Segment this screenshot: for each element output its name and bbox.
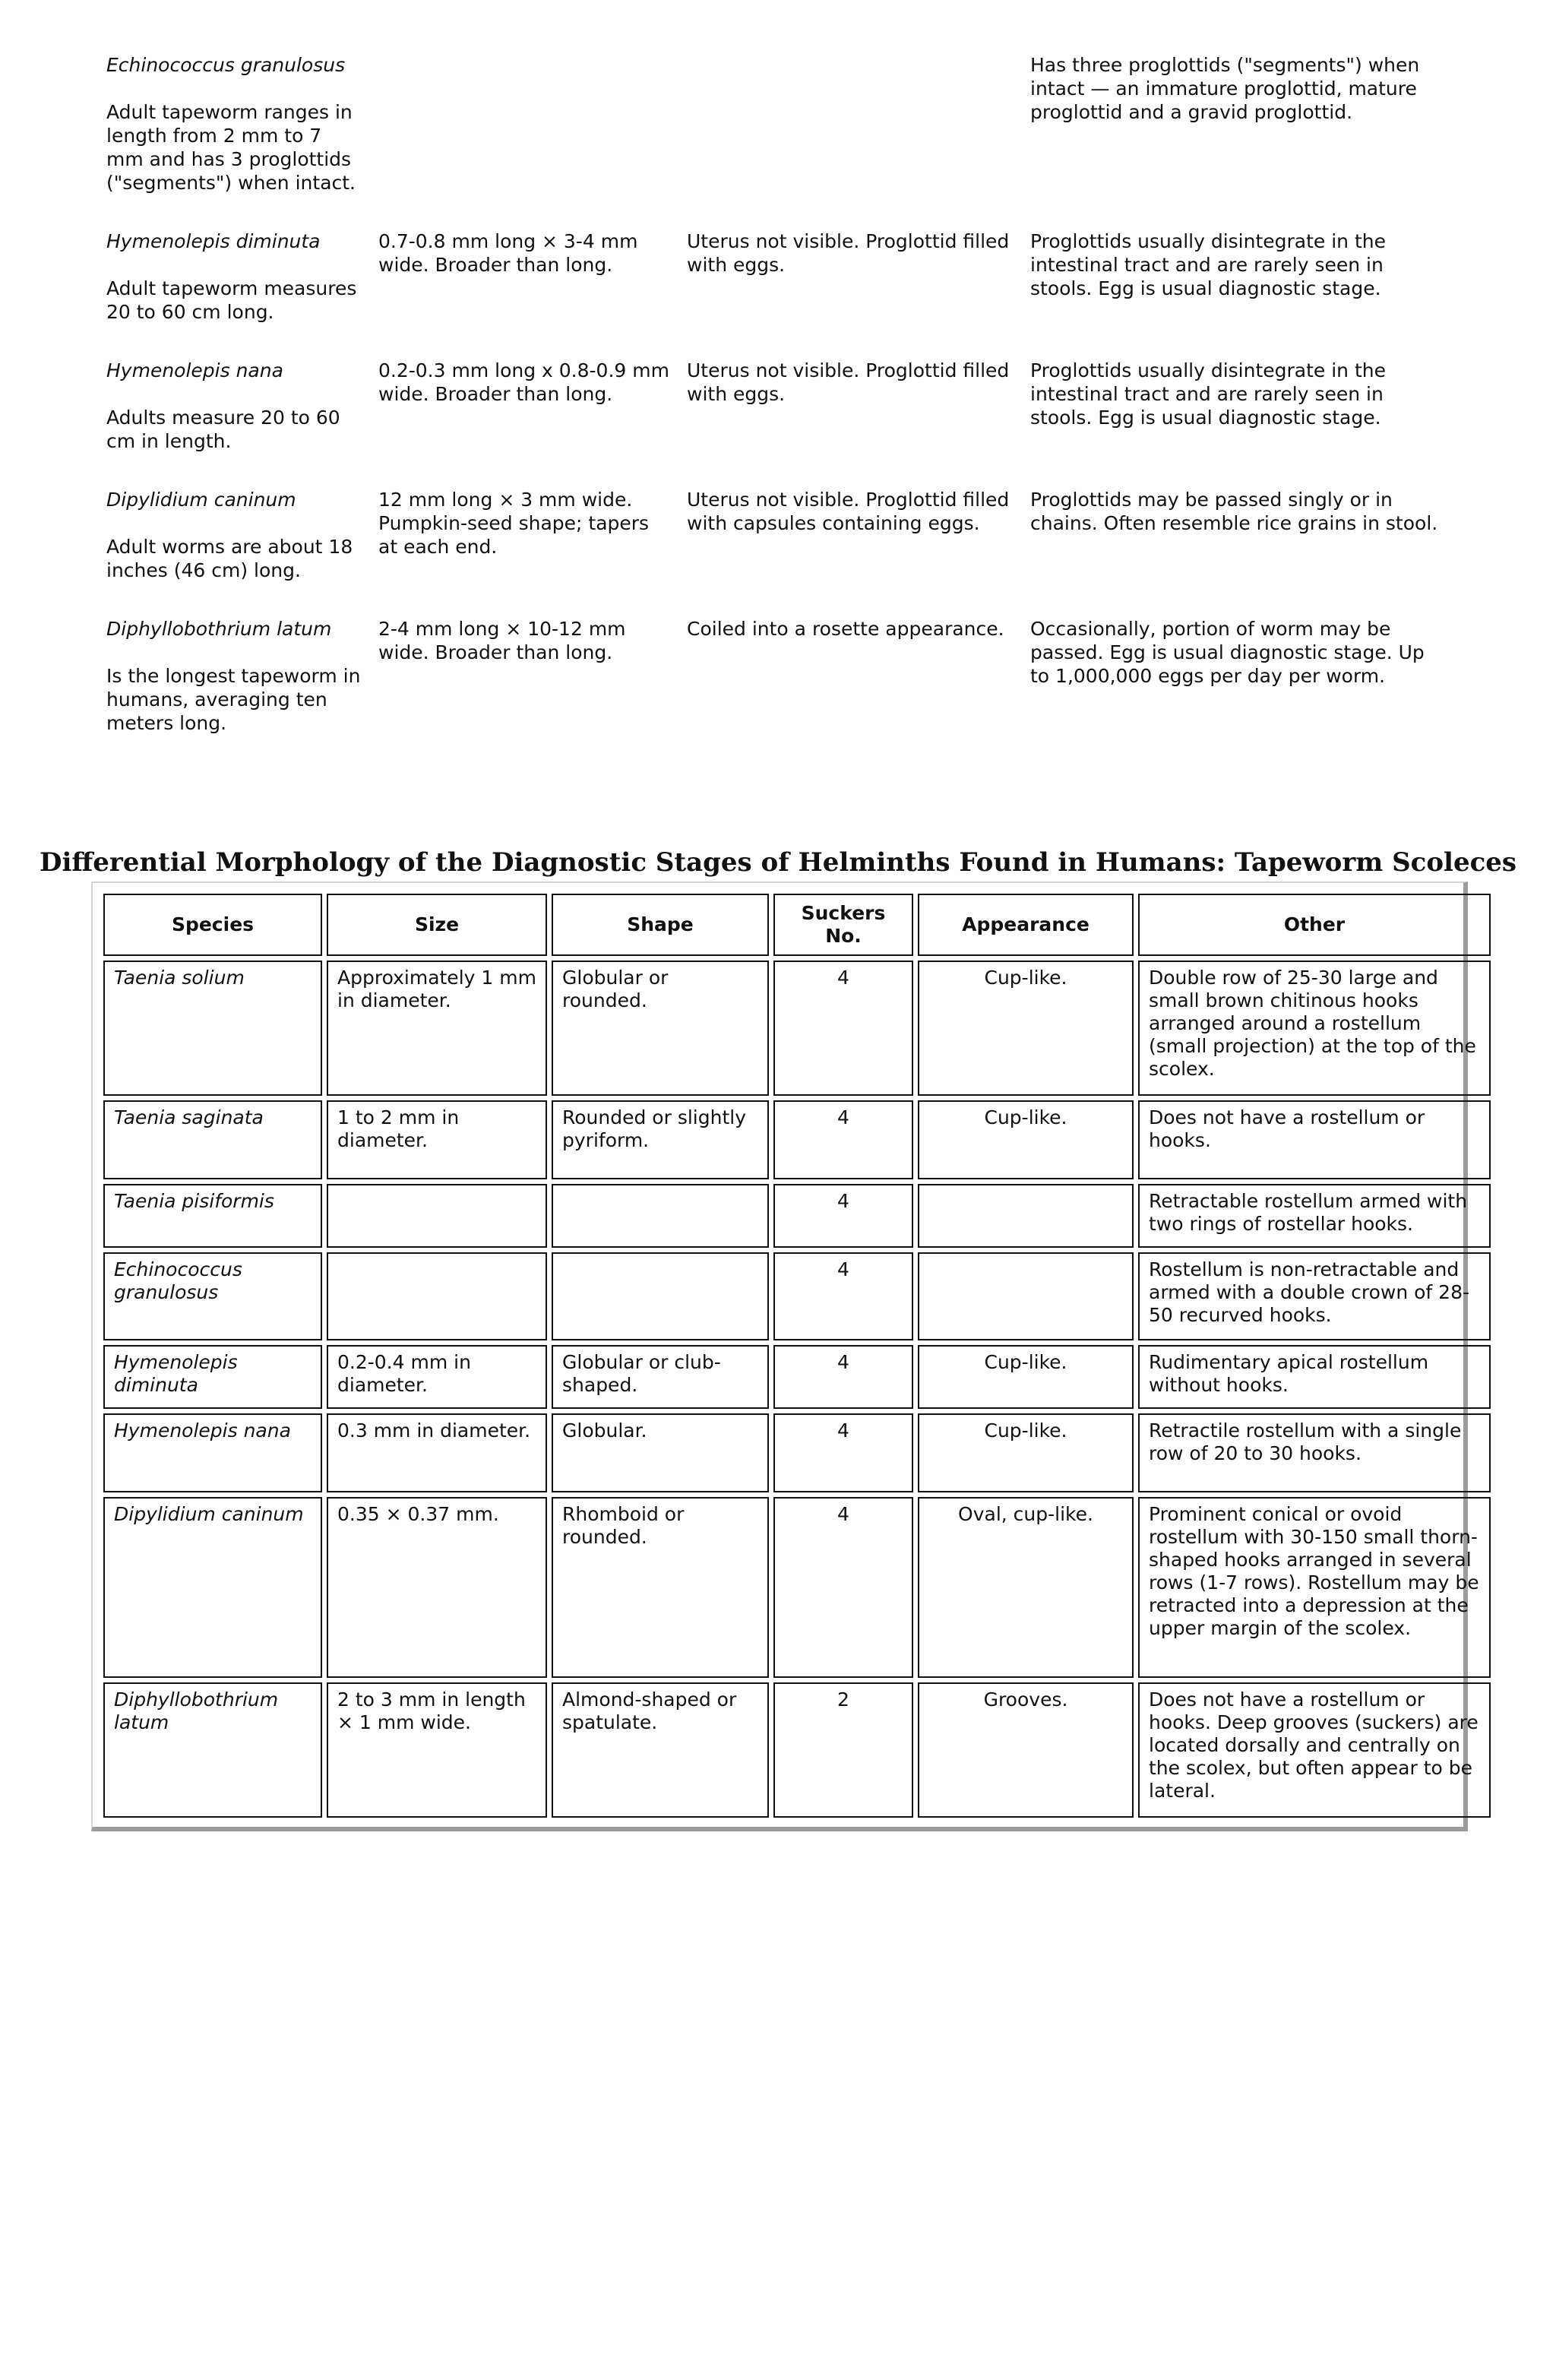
header-size: Size: [327, 894, 547, 956]
appearance-cell: Cup-like.: [918, 1345, 1134, 1409]
uterus-cell: Uterus not visible. Proglottid filled with eggs.: [687, 230, 1010, 276]
shape-cell: Rhomboid or rounded.: [552, 1497, 769, 1678]
size-cell: 0.35 × 0.37 mm.: [327, 1497, 547, 1678]
table-row: [99, 488, 1448, 617]
size-cell: 2 to 3 mm in length × 1 mm wide.: [327, 1682, 547, 1818]
species-cell: Hymenolepis nana Adults measure 20 to 60 cm in length.: [106, 359, 340, 452]
size-cell: 0.2-0.4 mm in diameter.: [327, 1345, 547, 1409]
uterus-cell: Uterus not visible. Proglottid filled with eggs.: [687, 359, 1010, 405]
table-row: [103, 1184, 1491, 1248]
species-cell: Echinococcus granulosus Adult tapeworm ranges in length from 2 mm to 7 mm and has 3 proglottids ("segments") when intact.: [106, 54, 356, 194]
page-title: Differential Morphology of the Diagnostic Stages of Helminths Found in Humans: Tapeworm Scoleces: [39, 847, 1517, 878]
table-row: [99, 617, 1448, 770]
uterus-cell: [679, 53, 1023, 229]
species-cell: Diphyllobothrium latum: [103, 1682, 322, 1818]
suckers-cell: 4: [773, 1184, 913, 1248]
table-row: [99, 53, 1448, 229]
table-row: [103, 961, 1491, 1096]
shape-cell: Almond-shaped or spatulate.: [552, 1682, 769, 1818]
species-cell: Taenia solium: [103, 961, 322, 1096]
header-appearance: Appearance: [918, 894, 1134, 956]
species-cell: Hymenolepis diminuta Adult tapeworm measures 20 to 60 cm long.: [106, 230, 357, 323]
suckers-cell: 4: [773, 1413, 913, 1492]
table-row: [99, 229, 1448, 359]
other-cell: Does not have a rostellum or hooks. Deep grooves (suckers) are located dorsally and centrally on the scolex, but often appear to be lateral.: [1138, 1682, 1491, 1818]
proglottid-table: [99, 53, 1448, 770]
table-row: [99, 359, 1448, 488]
header-other: Other: [1138, 894, 1491, 956]
uterus-cell: Uterus not visible. Proglottid filled with capsules containing eggs.: [687, 489, 1010, 534]
shape-cell: Globular.: [552, 1413, 769, 1492]
table-row: [103, 1100, 1491, 1179]
header-suckers: Suckers No.: [773, 894, 913, 956]
size-cell: Approximately 1 mm in diameter.: [327, 961, 547, 1096]
suckers-cell: 4: [773, 1100, 913, 1179]
suckers-cell: 2: [773, 1682, 913, 1818]
header-row: [103, 894, 1491, 956]
shape-cell: Globular or club-shaped.: [552, 1345, 769, 1409]
uterus-cell: Coiled into a rosette appearance.: [687, 618, 1004, 640]
scolex-table-frame: [91, 881, 1479, 1831]
appearance-cell: Oval, cup-like.: [918, 1497, 1134, 1678]
species-cell: Dipylidium caninum Adult worms are about 18 inches (46 cm) long.: [106, 489, 353, 581]
table-row: [103, 1252, 1491, 1340]
size-cell: 2-4 mm long × 10-12 mm wide. Broader than long.: [378, 618, 626, 663]
shape-cell: [552, 1184, 769, 1248]
size-cell: [371, 53, 679, 229]
other-cell: Retractable rostellum armed with two rings of rostellar hooks.: [1138, 1184, 1491, 1248]
size-cell: 1 to 2 mm in diameter.: [327, 1100, 547, 1179]
shape-cell: Rounded or slightly pyriform.: [552, 1100, 769, 1179]
size-cell: 0.2-0.3 mm long x 0.8-0.9 mm wide. Broader than long.: [378, 359, 669, 405]
table-row: [103, 1682, 1491, 1818]
other-cell: Rudimentary apical rostellum without hooks.: [1138, 1345, 1491, 1409]
species-cell: Echinococcus granulosus: [103, 1252, 322, 1340]
shape-cell: [552, 1252, 769, 1340]
other-cell: Occasionally, portion of worm may be passed. Egg is usual diagnostic stage. Up to 1,000,000 eggs per day per worm.: [1030, 618, 1425, 687]
size-cell: 0.3 mm in diameter.: [327, 1413, 547, 1492]
suckers-cell: 4: [773, 1497, 913, 1678]
other-cell: Rostellum is non-retractable and armed with a double crown of 28-50 recurved hooks.: [1138, 1252, 1491, 1340]
other-cell: Proglottids may be passed singly or in chains. Often resemble rice grains in stool.: [1030, 489, 1438, 534]
species-cell: Taenia pisiformis: [103, 1184, 322, 1248]
appearance-cell: Cup-like.: [918, 1100, 1134, 1179]
other-cell: Proglottids usually disintegrate in the intestinal tract and are rarely seen in stools. Egg is usual diagnostic stage.: [1030, 230, 1387, 299]
size-cell: [327, 1252, 547, 1340]
species-cell: Hymenolepis diminuta: [103, 1345, 322, 1409]
scolex-table: [99, 889, 1495, 1822]
species-cell: Taenia saginata: [103, 1100, 322, 1179]
appearance-cell: [918, 1184, 1134, 1248]
size-cell: 0.7-0.8 mm long × 3-4 mm wide. Broader than long.: [378, 230, 638, 276]
size-cell: [327, 1184, 547, 1248]
table-row: [103, 1345, 1491, 1409]
suckers-cell: 4: [773, 961, 913, 1096]
appearance-cell: Cup-like.: [918, 961, 1134, 1096]
other-cell: Retractile rostellum with a single row of 20 to 30 hooks.: [1138, 1413, 1491, 1492]
species-cell: Hymenolepis nana: [103, 1413, 322, 1492]
suckers-cell: 4: [773, 1345, 913, 1409]
table-row: [103, 1497, 1491, 1678]
other-cell: Has three proglottids ("segments") when intact — an immature proglottid, mature proglottid and a gravid proglottid.: [1030, 54, 1420, 123]
shape-cell: Globular or rounded.: [552, 961, 769, 1096]
species-cell: Dipylidium caninum: [103, 1497, 322, 1678]
table-row: [103, 1413, 1491, 1492]
size-cell: 12 mm long × 3 mm wide. Pumpkin-seed shape; tapers at each end.: [378, 489, 650, 558]
appearance-cell: [918, 1252, 1134, 1340]
header-species: Species: [103, 894, 322, 956]
other-cell: Proglottids usually disintegrate in the intestinal tract and are rarely seen in stools. Egg is usual diagnostic stage.: [1030, 359, 1387, 429]
species-cell: Diphyllobothrium latum Is the longest tapeworm in humans, averaging ten meters long.: [106, 618, 361, 734]
other-cell: Prominent conical or ovoid rostellum with 30-150 small thorn-shaped hooks arranged in several rows (1-7 rows). Rostellum may be retracted into a depression at the upper margin of the scolex.: [1138, 1497, 1491, 1678]
other-cell: Double row of 25-30 large and small brown chitinous hooks arranged around a rostellum (small projection) at the top of the scolex.: [1138, 961, 1491, 1096]
other-cell: Does not have a rostellum or hooks.: [1138, 1100, 1491, 1179]
appearance-cell: Grooves.: [918, 1682, 1134, 1818]
header-shape: Shape: [552, 894, 769, 956]
suckers-cell: 4: [773, 1252, 913, 1340]
appearance-cell: Cup-like.: [918, 1413, 1134, 1492]
